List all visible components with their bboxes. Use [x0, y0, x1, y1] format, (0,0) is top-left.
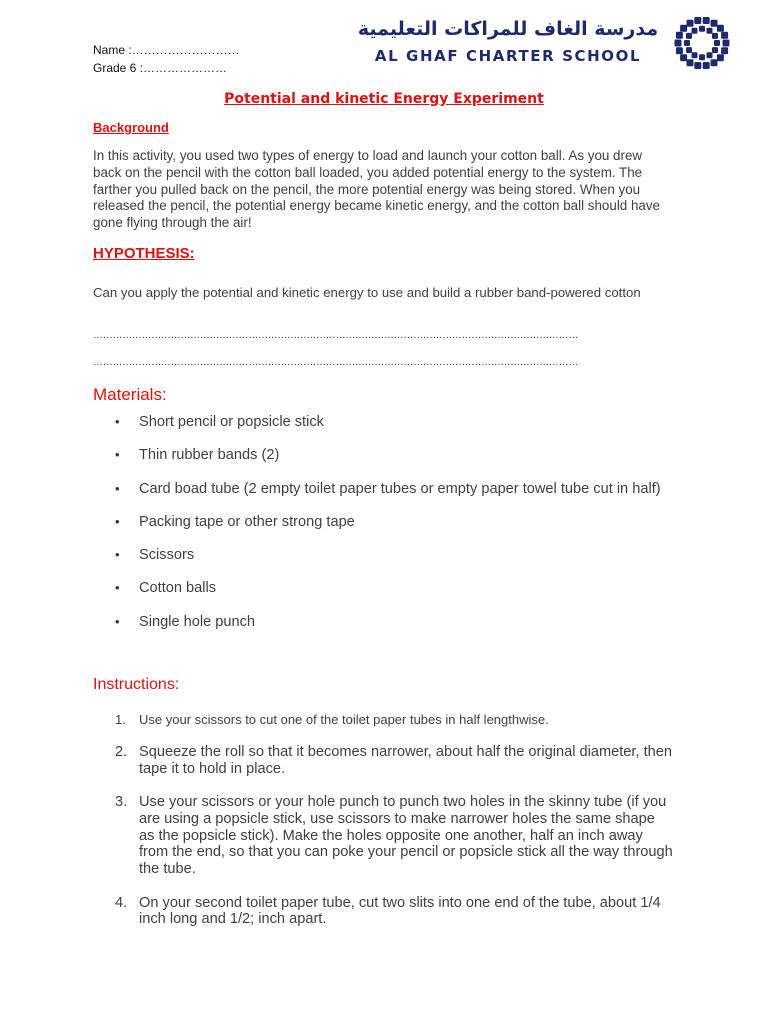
emblem-square [684, 40, 690, 46]
materials-item [93, 447, 673, 464]
background-paragraph: In this activity, you used two types of energy to load and launch your cotton ball. As you drew back on the pencil with the cotton ball loaded, you added potential energy to the system. The farther you pulled back on the pencil, the more potential energy was being stored. When you released the pencil, the potential energy became kinetic energy, and the cotton ball should have gone flying through the air! [93, 148, 660, 231]
emblem-square [703, 17, 710, 24]
emblem-square [680, 25, 687, 32]
materials-item-text: Scissors [139, 547, 195, 564]
emblem-square [694, 17, 701, 24]
step-text: Use your scissors to cut one of the toilet paper tubes in half lengthwise. [139, 712, 549, 727]
materials-item-text: Thin rubber bands (2) [139, 447, 280, 464]
bullet-icon: • [115, 513, 120, 529]
bullet-icon: • [115, 580, 120, 596]
grade-field-line: Grade 6 :………………… [93, 61, 228, 75]
emblem-square [692, 52, 698, 58]
instruction-step [93, 794, 673, 878]
emblem-square [712, 47, 718, 53]
step-number: 4. [115, 894, 128, 911]
emblem-square [676, 32, 683, 39]
answer-line: …………………………………………………………………………………………………………………………………… [93, 357, 579, 368]
emblem-square [711, 59, 718, 66]
bullet-icon: • [115, 414, 120, 429]
logo-english-text: AL GHAF CHARTER SCHOOL [374, 47, 642, 65]
step-number: 3. [115, 794, 128, 811]
instruction-step [93, 712, 673, 728]
school-emblem-icon [664, 14, 740, 72]
bullet-icon: • [115, 613, 120, 629]
emblem-square [723, 40, 730, 47]
materials-item-text: Cotton balls [139, 580, 217, 597]
materials-item [93, 547, 673, 564]
materials-item [93, 514, 673, 531]
bullet-icon: • [115, 547, 120, 563]
emblem-square [711, 20, 718, 27]
bullet-icon: • [115, 447, 120, 463]
name-field-line: Name :……………………… [93, 43, 240, 57]
emblem-square [676, 47, 683, 54]
instruction-step [93, 895, 673, 929]
emblem-square [694, 62, 701, 69]
emblem-square [707, 28, 713, 34]
materials-heading: Materials: [93, 385, 167, 404]
instructions-list [93, 712, 673, 928]
emblem-square [687, 59, 694, 66]
materials-item [93, 614, 673, 631]
bullet-icon: • [115, 480, 120, 496]
instruction-step [93, 744, 673, 778]
hypothesis-heading: HYPOTHESIS: [93, 245, 195, 262]
emblem-square [703, 62, 710, 69]
materials-item [93, 580, 673, 597]
emblem-square [721, 47, 728, 54]
step-text: Use your scissors or your hole punch to punch two holes in the skinny tube (if you are using a popsicle stick, use scissors to make narrower holes the same shape as the popsicle stick). Make the holes opposite one another, half an inch away from the end, so that you can poke your pencil or popsicle stick all the way through the tube. [139, 794, 673, 878]
answer-line: …………………………………………………………………………………………………………………………………… [93, 330, 579, 341]
materials-item [93, 481, 673, 498]
emblem-square [680, 54, 687, 61]
emblem-square [712, 33, 718, 39]
emblem-square [717, 54, 724, 61]
emblem-square [699, 26, 705, 32]
emblem-square [721, 32, 728, 39]
step-number: 1. [115, 712, 126, 727]
instructions-heading: Instructions: [93, 676, 180, 693]
emblem-square [699, 54, 705, 60]
emblem-square [675, 40, 682, 47]
materials-item-text: Short pencil or popsicle stick [139, 414, 324, 430]
emblem-square [687, 20, 694, 27]
page-title: Potential and kinetic Energy Experiment [224, 91, 544, 107]
emblem-square [692, 28, 698, 34]
emblem-square [714, 40, 720, 46]
materials-list [93, 414, 673, 631]
step-text: On your second toilet paper tube, cut two slits into one end of the tube, about 1/4 inch long and 1/2; inch apart. [139, 894, 661, 928]
step-number: 2. [115, 744, 128, 760]
step-text: Squeeze the roll so that it becomes narrower, about half the original diameter, then tape it to hold in place. [139, 744, 672, 777]
materials-item-text: Single hole punch [139, 613, 256, 630]
emblem-square [707, 52, 713, 58]
emblem-square [686, 47, 692, 53]
emblem-square [717, 25, 724, 32]
hypothesis-question: Can you apply the potential and kinetic energy to use and build a rubber band-powered cotton [93, 285, 641, 300]
materials-item-text: Card boad tube (2 empty toilet paper tubes or empty paper towel tube cut in half) [139, 480, 661, 497]
logo-arabic-text: مدرسة الغاف للمراكات التعليمية [357, 18, 659, 40]
emblem-square [686, 33, 692, 39]
school-logo [352, 14, 742, 72]
materials-item-text: Packing tape or other strong tape [139, 513, 355, 530]
background-heading: Background [93, 120, 169, 135]
materials-item [93, 414, 673, 431]
